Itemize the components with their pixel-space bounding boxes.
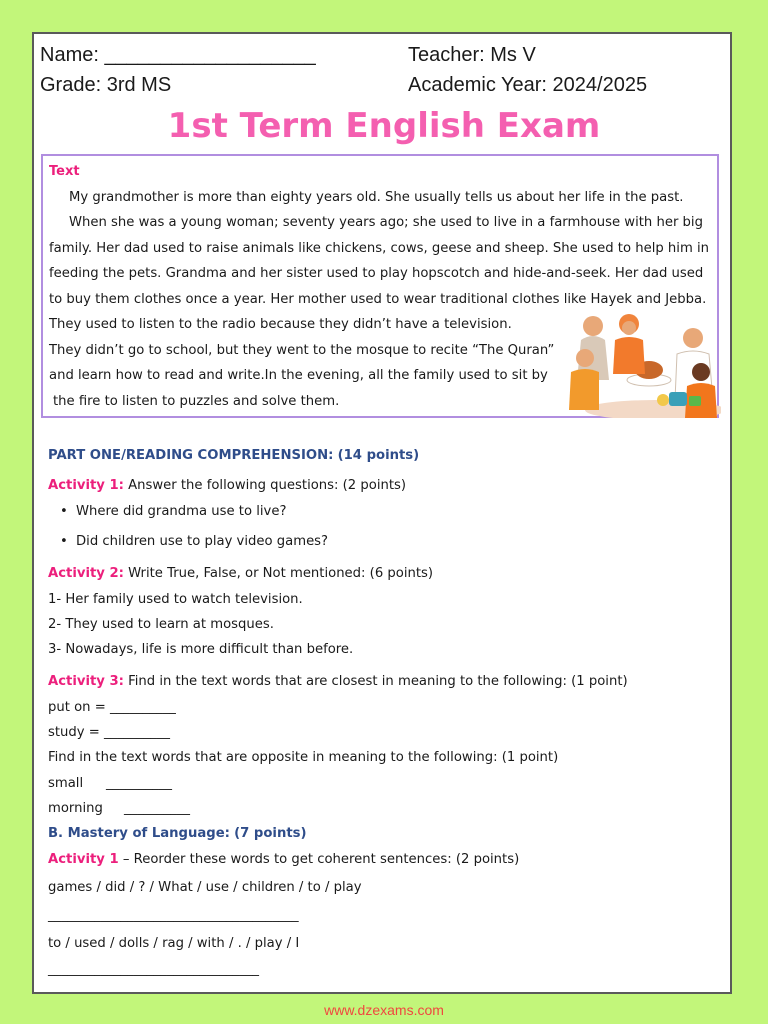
question-item: • Did children use to play video games? bbox=[60, 534, 329, 549]
activity3-opposites-instruction: Find in the text words that are opposite in meaning to the following: (1 point) bbox=[48, 750, 559, 765]
reading-text-box bbox=[41, 154, 719, 418]
synonym-item: put on = __________ bbox=[48, 700, 176, 715]
teacher-field: Teacher: Ms V bbox=[408, 44, 536, 66]
text-line: the fire to listen to puzzles and solve them. bbox=[53, 394, 340, 409]
opposite-item: morning __________ bbox=[48, 801, 190, 816]
synonym-item: study = __________ bbox=[48, 725, 170, 740]
exam-title: 1st Term English Exam bbox=[167, 106, 601, 146]
true-false-item: 2- They used to learn at mosques. bbox=[48, 617, 274, 632]
text-line: feeding the pets. Grandma and her sister used to play hopscotch and hide-and-seek. Her dad used bbox=[49, 266, 704, 281]
activity1-instruction: Activity 1: Answer the following questions: (2 points) bbox=[48, 478, 407, 493]
text-line: When she was a young woman; seventy years ago; she used to live in a farmhouse with her big bbox=[69, 215, 703, 230]
text-line: They used to listen to the radio because they didn’t have a television. bbox=[49, 317, 512, 332]
family-dinner-illustration bbox=[565, 310, 721, 418]
text-line: family. Her dad used to raise animals like chickens, cows, geese and sheep. She used to help him in bbox=[49, 241, 710, 256]
text-line: and learn how to read and write.In the evening, all the family used to sit by bbox=[49, 368, 548, 383]
name-field: Name: ___________________ bbox=[40, 44, 316, 66]
exam-paper bbox=[32, 32, 732, 994]
question-item: • Where did grandma use to live? bbox=[60, 504, 287, 519]
academic-year-field: Academic Year: 2024/2025 bbox=[408, 74, 648, 96]
true-false-item: 3- Nowadays, life is more difficult than before. bbox=[48, 642, 354, 657]
footer-website: www.dzexams.com bbox=[324, 1002, 444, 1018]
activity3-instruction: Activity 3: Find in the text words that are closest in meaning to the following: (1 point) bbox=[48, 674, 628, 689]
answer-line: ______________________________________ bbox=[48, 908, 299, 923]
activity2-instruction: Activity 2: Write True, False, or Not mentioned: (6 points) bbox=[48, 566, 434, 581]
part-one-heading: PART ONE/READING COMPREHENSION: (14 points) bbox=[48, 448, 420, 463]
text-label: Text bbox=[49, 164, 80, 179]
true-false-item: 1- Her family used to watch television. bbox=[48, 592, 303, 607]
text-line: to buy them clothes once a year. Her mother used to wear traditional clothes like Hayek and Jebba. bbox=[49, 292, 707, 307]
opposite-item: small __________ bbox=[48, 776, 172, 791]
part-b-heading: B. Mastery of Language: (7 points) bbox=[48, 826, 307, 841]
bullet-icon: • bbox=[60, 504, 68, 519]
text-line: They didn’t go to school, but they went to the mosque to recite “The Quran” bbox=[49, 343, 555, 358]
text-line: My grandmother is more than eighty years old. She usually tells us about her life in the past. bbox=[69, 190, 684, 205]
answer-line: ________________________________ bbox=[48, 962, 259, 977]
reorder-sentence: games / did / ? / What / use / children / to / play bbox=[48, 880, 362, 895]
bullet-icon: • bbox=[60, 534, 68, 549]
b-activity1-instruction: Activity 1 – Reorder these words to get coherent sentences: (2 points) bbox=[48, 852, 520, 867]
grade-field: Grade: 3rd MS bbox=[40, 74, 172, 96]
reorder-sentence: to / used / dolls / rag / with / . / play / I bbox=[48, 936, 300, 951]
